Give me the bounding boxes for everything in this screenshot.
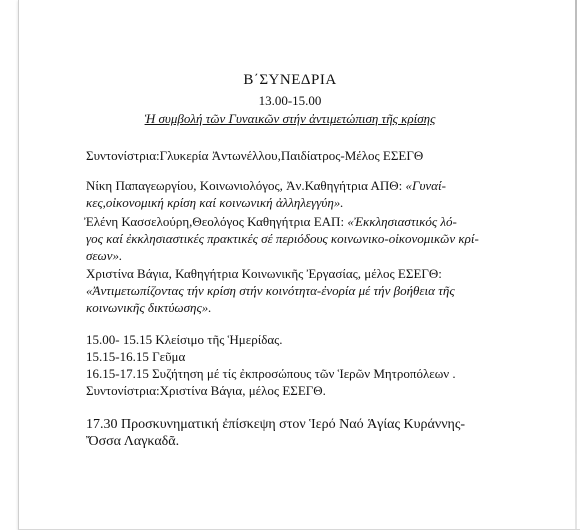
schedule-item xyxy=(86,348,526,365)
speaker-talk: γος καί ἐκκλησιαστικές πρακτικές σέ περιόδους κοινωνικο-οἰκονομικῶν κρί- xyxy=(86,231,479,246)
session-subtitle: Ἡ συμβολή τῶν Γυναικῶν στήν ἀντιμετώπιση τῆς κρίσης xyxy=(144,111,436,126)
speaker-talk: «Γυναί- xyxy=(405,178,446,193)
schedule-time: 15.15-16.15 xyxy=(86,349,149,364)
pilgrimage xyxy=(86,416,526,450)
schedule-text: Συζήτηση μέ τίς ἐκπροσώπους τῶν Ἱερῶν Μητροπόλεων . xyxy=(148,366,456,381)
schedule-item xyxy=(86,365,526,382)
session-title: Β΄ΣΥΝΕΔΡΙΑ xyxy=(243,72,337,88)
speaker-entry xyxy=(86,177,526,211)
schedule-item xyxy=(86,331,526,348)
speaker-talk: σεων». xyxy=(86,248,123,263)
schedule-list xyxy=(86,331,526,399)
speaker-talk: κες,οἰκονομική κρίση καί κοινωνική ἀλληλεγγύη». xyxy=(86,195,344,210)
speaker-entry xyxy=(84,213,526,264)
moderator-line: Συντονίστρια:Γλυκερία Ἀντωνέλλου,Παιδίατρος-Μέλος ΕΣΕΓΘ xyxy=(86,148,424,163)
speaker-name: Ἐλένη Κασσελούρη,Θεολόγος Καθηγήτρια ΕΑΠ: xyxy=(84,214,348,229)
speaker-talk: «Ἀντιμετωπίζοντας τήν κρίση στήν κοινότητα-ἐνορία μέ τήν βοήθεια τῆς xyxy=(86,283,455,298)
session-time: 13.00-15.00 xyxy=(258,93,322,108)
schedule-time: 16.15-17.15 xyxy=(86,366,149,381)
schedule-text: Κλείσιμο τῆς Ἡμερίδας. xyxy=(152,332,283,347)
speaker-talk: «Ἐκκλησιαστικός λό- xyxy=(347,214,457,229)
speaker-entry xyxy=(86,265,526,316)
schedule-time: 15.00- 15.15 xyxy=(86,332,153,347)
pilgrimage-line: 17.30 Προσκυνηματική ἐπίσκεψη στον Ἱερό Ναό Ἁγίας Κυράννης- xyxy=(86,417,466,432)
speaker-name: Νίκη Παπαγεωργίου, Κοινωνιολόγος, Ἀν.Καθηγήτρια ΑΠΘ: xyxy=(86,178,406,193)
schedule-text: Γεῦμα xyxy=(148,349,186,364)
schedule-moderator: Συντονίστρια:Χριστίνα Βάγια, μέλος ΕΣΕΓΘ. xyxy=(86,383,326,398)
speaker-talk: κοινωνικῆς δικτύωσης». xyxy=(86,300,212,315)
speaker-name: Χριστίνα Βάγια, Καθηγήτρια Κοινωνικῆς Ἐργασίας, μέλος ΕΣΕΓΘ: xyxy=(86,266,442,281)
pilgrimage-line: Ὄσσα Λαγκαδᾶ. xyxy=(86,434,180,449)
